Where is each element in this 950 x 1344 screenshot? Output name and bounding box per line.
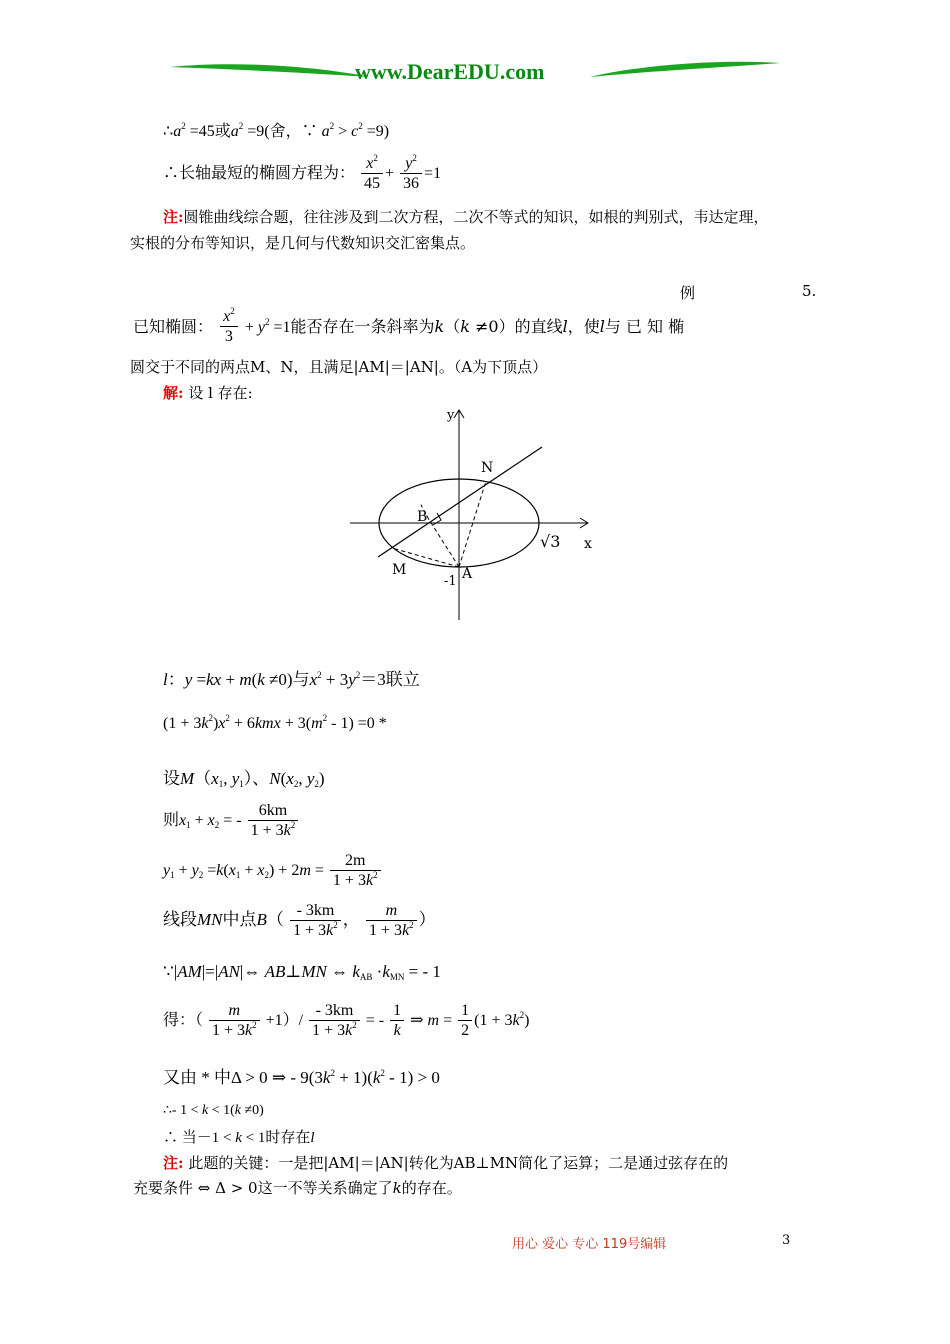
figure-label-M: M bbox=[392, 562, 407, 578]
step-11: ∴ 当－1 < k < 1时存在l bbox=[163, 1130, 315, 1146]
figure-label-x: x bbox=[584, 536, 592, 552]
note-1-line-a: 注:圆锥曲线综合题，往往涉及到二次方程，二次不等式的知识，如根的判别式，韦达定理， bbox=[163, 208, 769, 226]
step-9: 又由 * 中Δ > 0 ⇒ - $9(3k^2 + 1)(k^2 - 1) > 0$ bbox=[163, 1068, 440, 1087]
step-3: 设$M(x_1$, $y_1$）、$N(x_2$, $y_2$) bbox=[163, 769, 325, 789]
ellipse-figure bbox=[340, 405, 610, 625]
example-line-c: 圆交于不同的两点M、N，且满足|AM|＝|AN|。（A为下顶点） bbox=[130, 358, 548, 376]
figure-label-A: A bbox=[462, 566, 473, 582]
note-1-line-b: 实根的分布等知识，是几何与代数知识交汇密集点。 bbox=[130, 234, 476, 252]
step-7: ∵|AM|=|AN|⇔ AB⊥MN ⇔ $k_{AB} \cdot k_{MN}$ = - 1 bbox=[163, 962, 441, 982]
example-number: 5. bbox=[802, 282, 817, 300]
page-number: 3 bbox=[782, 1233, 791, 1248]
note-2-line-a: 注: 此题的关键：一是把|AM|＝|AN|转化为AB⊥MN简化了运算；二是通过弦存在的 bbox=[163, 1154, 729, 1172]
header-banner bbox=[170, 55, 780, 89]
figure-label-sqrt3: √3 bbox=[540, 532, 561, 551]
line-2: ∴长轴最短的椭圆方程为： $\frac{x^2}{45}$ + $\frac{y^2}{36}$ =1 bbox=[163, 153, 442, 193]
step-8: 得：（ $\frac{m}{1 + 3k^2}$ +1）/ $\frac{- 3km}{1 + 3k^2}$ = - $\frac{1}{k}$ ⇒ m = $\frac{1}{2}$ $(1 + 3k^2)$ bbox=[163, 1002, 530, 1040]
example-line-a: 已知椭圆： $\frac{x^2}{3}$ + $y^2 =1$能否存在一条斜率为k（k ≠0）的直线l，使l与 已 知 椭 bbox=[133, 306, 685, 346]
step-2: $(1 + 3k^2)x^2 + 6kmx + 3(m^2 - 1) =0$ * bbox=[163, 713, 387, 732]
note-2-line-b: 充要条件 ⇔ Δ > 0这一不等关系确定了k的存在。 bbox=[133, 1179, 462, 1197]
example-label: 例 bbox=[680, 284, 696, 302]
step-4: 则$x_1 + x_2$ = - $\frac{6km}{1 + 3k^2}$ bbox=[163, 802, 300, 841]
step-5: $y_1 + y_2 =k(x_1 + x_2) + 2m$ = $\frac{2m}{1 + 3k^2}$ bbox=[163, 852, 383, 891]
step-10: ∴- 1 < k < 1(k ≠0) bbox=[163, 1103, 264, 1118]
figure-label-neg1: -1 bbox=[444, 574, 457, 589]
solution-start: 解: 设 l 存在: bbox=[163, 384, 253, 402]
step-1: l：y =kx + m(k ≠0)与$x^2 + 3y^2=3$联立 bbox=[163, 670, 420, 689]
footer-text: 用心 爱心 专心 119号编辑 bbox=[512, 1237, 667, 1252]
figure-label-y: y bbox=[447, 408, 455, 423]
figure-label-N: N bbox=[481, 460, 494, 476]
step-6: 线段MN中点B（ $\frac{- 3km}{1 + 3k^2}$ ， $\frac{m}{1 + 3k^2}$ ） bbox=[163, 902, 436, 940]
figure-label-B: B bbox=[417, 509, 428, 525]
line-1: $\therefore a^2 =45$或$a^2 =9$(舍，∵ $a^2 > c^2 =9$) bbox=[163, 121, 390, 140]
site-title[interactable]: www.DearEDU.com bbox=[355, 59, 545, 84]
